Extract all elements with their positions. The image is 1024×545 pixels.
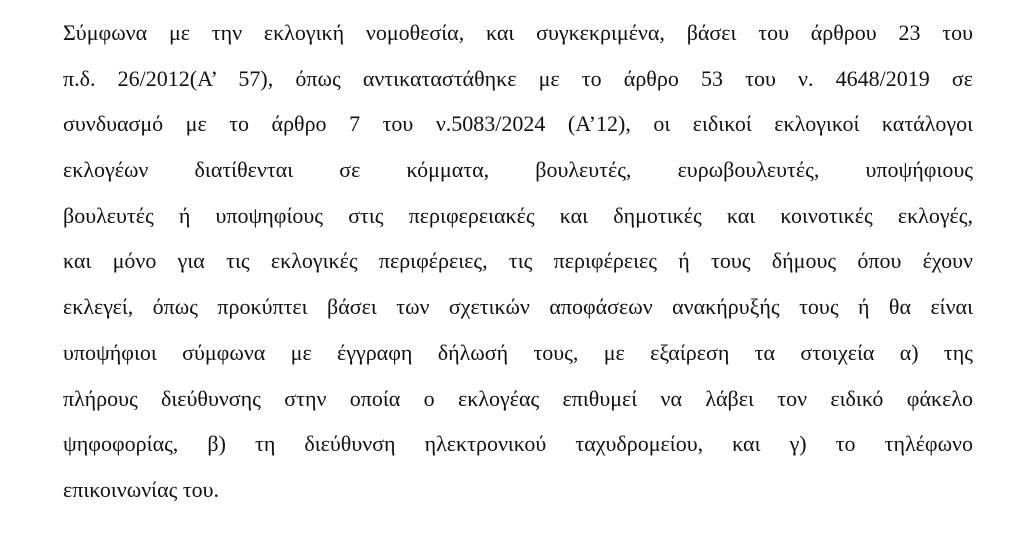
paragraph-line-4: εκλογέων διατίθενται σε κόμματα, βουλευτές, ευρωβουλευτές, υποψήφιους: [63, 157, 973, 183]
body-paragraph: [63, 10, 973, 513]
paragraph-line-9: πλήρους διεύθυνσης στην οποία ο εκλογέας επιθυμεί να λάβει τον ειδικό φάκελο: [63, 385, 973, 411]
paragraph-line-8: υποψήφιοι σύμφωνα με έγγραφη δήλωσή τους, με εξαίρεση τα στοιχεία α) της: [63, 339, 973, 365]
paragraph-line-7: εκλεγεί, όπως προκύπτει βάσει των σχετικών αποφάσεων ανακήρυξής τους ή θα είναι: [63, 294, 973, 320]
paragraph-line-10: ψηφοφορίας, β) τη διεύθυνση ηλεκτρονικού ταχυδρομείου, και γ) το τηλέφωνο: [63, 431, 973, 457]
paragraph-line-11: επικοινωνίας του.: [63, 476, 220, 502]
paragraph-line-1: Σύμφωνα με την εκλογική νομοθεσία, και συγκεκριμένα, βάσει του άρθρου 23 του: [63, 20, 973, 45]
paragraph-line-5: βουλευτές ή υποψηφίους στις περιφερειακές και δημοτικές και κοινοτικές εκλογές,: [63, 202, 973, 228]
paragraph-line-3: συνδυασμό με το άρθρο 7 του ν.5083/2024 (Α’12), οι ειδικοί εκλογικοί κατάλογοι: [63, 111, 973, 137]
paragraph-line-6: και μόνο για τις εκλογικές περιφέρειες, τις περιφέρειες ή τους δήμους όπου έχουν: [63, 248, 973, 274]
paragraph-line-2: π.δ. 26/2012(Α’ 57), όπως αντικαταστάθηκε με το άρθρο 53 του ν. 4648/2019 σε: [63, 65, 973, 91]
